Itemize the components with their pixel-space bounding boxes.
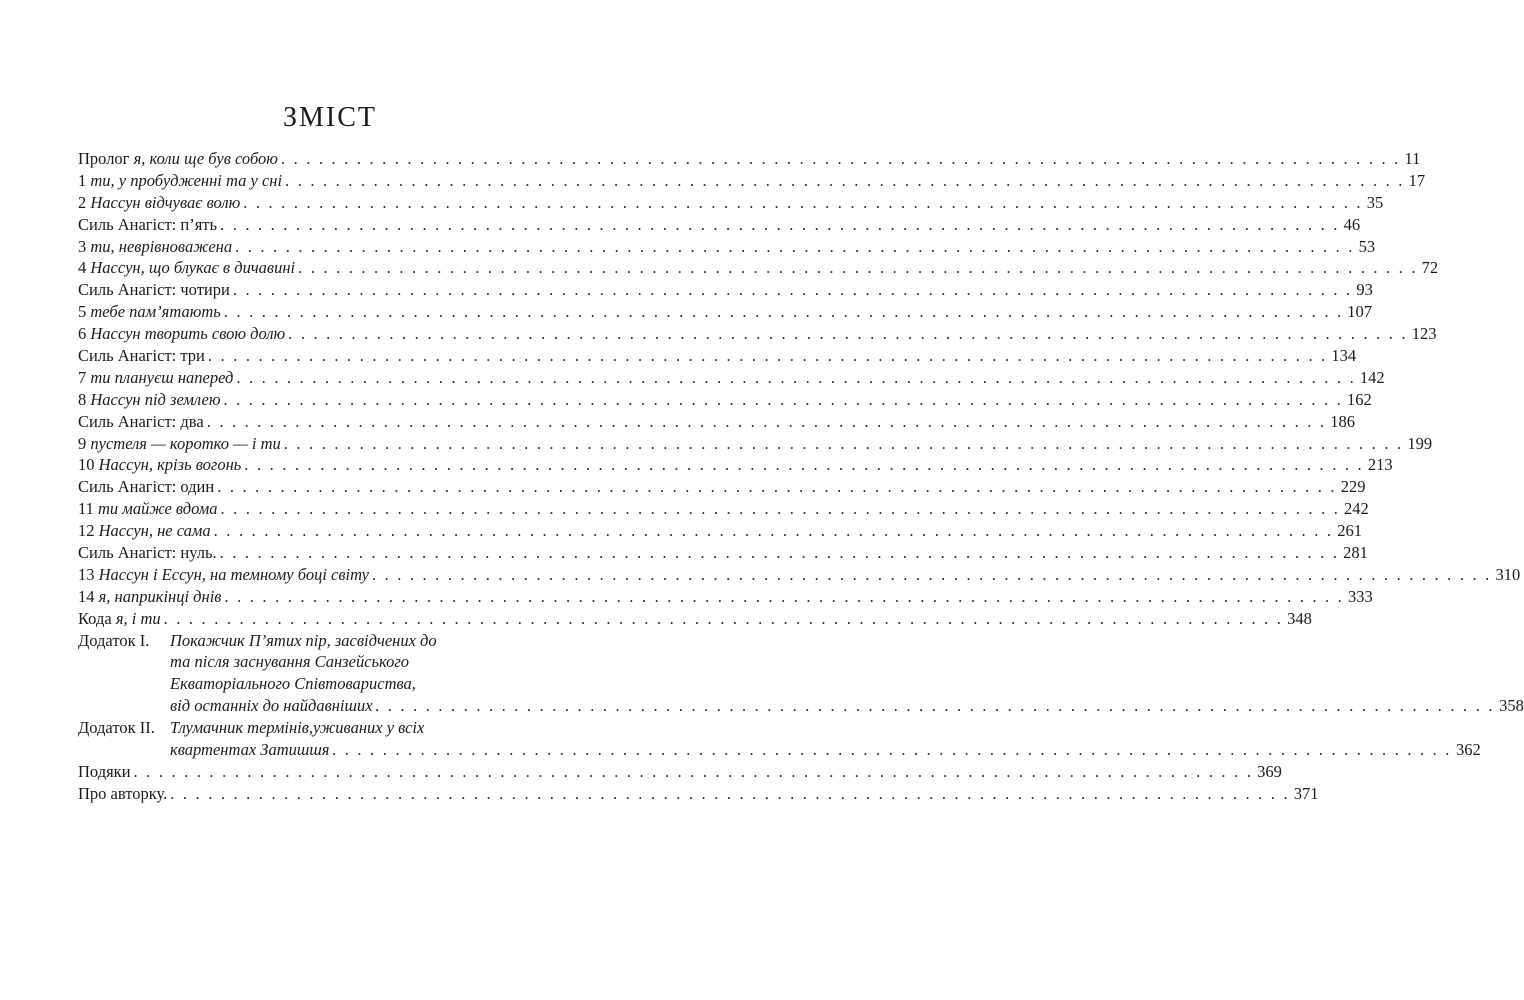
toc-tail-entries: [78, 761, 1319, 805]
toc-entry[interactable]: [78, 520, 1362, 542]
dot-leader: [235, 236, 1355, 258]
dot-leader: [134, 761, 1254, 783]
dot-leader: [332, 739, 1452, 761]
dot-leader: [281, 148, 1401, 170]
dot-leader: [164, 608, 1284, 630]
entry-title: Нассун під землею: [90, 389, 221, 409]
entry-title: Нассун відчуває волю: [90, 192, 241, 212]
page-number: 107: [1347, 302, 1373, 322]
page-number: 333: [1348, 586, 1373, 606]
entry-prefix: 7: [78, 367, 87, 387]
entry-title: ти плануєш наперед: [90, 367, 234, 387]
dot-leader: [224, 301, 1344, 323]
entry-prefix: Силь Анагіст: два: [78, 411, 204, 431]
entry-prefix: 8: [78, 389, 87, 409]
page-number: 358: [1499, 696, 1524, 716]
entry-label: [78, 389, 220, 411]
page-number: 362: [1456, 740, 1481, 760]
entry-label: [78, 586, 221, 608]
entry-prefix: Силь Анагіст: п’ять: [78, 214, 218, 234]
page-number: 53: [1358, 236, 1376, 256]
page-number: 371: [1293, 783, 1319, 803]
toc-entry[interactable]: [78, 279, 1373, 301]
entry-title: Нассун, що блукає в дичавині: [90, 258, 296, 278]
entry-label: [78, 236, 232, 258]
entry-prefix: Пролог: [78, 149, 130, 168]
entry-prefix: Про авторку.: [78, 783, 168, 803]
dot-leader: [221, 498, 1341, 520]
entry-title: ти, неврівноважена: [90, 236, 233, 256]
entry-label: [78, 498, 218, 520]
toc-entry[interactable]: [78, 454, 1393, 476]
toc-entry[interactable]: [78, 476, 1366, 498]
page-number: 17: [1408, 170, 1426, 190]
entry-label: [78, 761, 131, 783]
dot-leader: [233, 279, 1353, 301]
entry-label: [78, 148, 278, 170]
entry-label: [78, 367, 233, 389]
entry-prefix: 4: [78, 258, 87, 278]
toc-entry[interactable]: [78, 301, 1373, 323]
table-of-contents: [78, 148, 1524, 805]
appendix-1-line: та після заснування Санзейського: [170, 652, 410, 672]
entry-title: Нассун, крізь вогонь: [98, 455, 242, 475]
dot-leader: [217, 476, 1337, 498]
dot-leader: [214, 520, 1334, 542]
toc-appendix-1[interactable]: [78, 630, 1524, 718]
entry-label: [78, 608, 161, 630]
entry-label: [78, 454, 241, 476]
toc-entry[interactable]: [78, 542, 1368, 564]
appendix-2-line: квартентах Затишшя: [170, 740, 330, 760]
appendix-2-last-line: [170, 739, 1481, 761]
toc-entry[interactable]: [78, 345, 1357, 367]
toc-entry[interactable]: [78, 608, 1312, 630]
page-number: 162: [1347, 389, 1372, 409]
entry-prefix: 9: [78, 433, 87, 453]
dot-leader: [288, 323, 1408, 345]
entry-title: я, наприкінці днів: [98, 586, 222, 606]
toc-entry[interactable]: [78, 192, 1384, 214]
toc-entry[interactable]: [78, 214, 1361, 236]
page-number: 11: [1404, 149, 1421, 168]
entry-label: [78, 323, 285, 345]
entry-prefix: Силь Анагіст: один: [78, 477, 215, 497]
entry-title: Нассун і Ессун, на темному боці світу: [98, 564, 369, 584]
entry-label: [78, 279, 230, 301]
toc-appendix-2[interactable]: [78, 717, 1481, 761]
page-number: 142: [1359, 367, 1385, 387]
entry-prefix: 11: [78, 499, 94, 519]
entry-title: ти майже вдома: [98, 499, 218, 519]
entry-label: [78, 257, 295, 279]
toc-entry[interactable]: [78, 564, 1521, 586]
entry-label: [78, 345, 205, 367]
appendix-1-line: Екваторіального Співтовариства,: [170, 674, 416, 694]
toc-heading: ЗМІСТ: [282, 102, 378, 133]
dot-leader: [372, 564, 1492, 586]
entry-title: Нассун творить свою долю: [90, 324, 286, 344]
entry-title: я, коли ще був собою: [133, 149, 278, 168]
page-number: 35: [1366, 192, 1384, 212]
entry-prefix: Силь Анагіст: чотири: [78, 280, 230, 300]
page-number: 348: [1287, 608, 1312, 628]
page-number: 369: [1257, 761, 1282, 781]
page-number: 46: [1343, 214, 1361, 234]
dot-leader: [220, 214, 1340, 236]
toc-entry[interactable]: [78, 257, 1439, 279]
entry-prefix: Силь Анагіст: три: [78, 346, 205, 366]
toc-entry[interactable]: [78, 411, 1355, 433]
toc-entry[interactable]: [78, 498, 1369, 520]
entry-prefix: 2: [78, 192, 87, 212]
dot-leader: [208, 345, 1328, 367]
entry-prefix: 5: [78, 302, 87, 322]
dot-leader: [207, 411, 1327, 433]
entry-prefix: Силь Анагіст: нуль.: [78, 543, 217, 563]
appendix-1-last-line: [170, 695, 1524, 717]
page-number: 281: [1343, 543, 1368, 563]
entry-prefix: 3: [78, 236, 87, 256]
toc-entry[interactable]: [78, 323, 1437, 345]
entry-label: [78, 301, 221, 323]
toc-entry[interactable]: [78, 586, 1373, 608]
appendix-1-title: [170, 630, 1524, 718]
entry-label: [78, 411, 204, 433]
entry-label: [78, 170, 282, 192]
dot-leader: [243, 192, 1363, 214]
toc-entry[interactable]: [78, 389, 1372, 411]
page-number: 186: [1330, 411, 1355, 431]
entry-prefix: Подяки: [78, 761, 131, 781]
entry-prefix: 12: [78, 521, 95, 541]
page-number: 93: [1356, 280, 1373, 300]
appendix-2-title: [170, 717, 1481, 761]
dot-leader: [244, 454, 1364, 476]
page-number: 229: [1340, 477, 1366, 497]
page-number: 123: [1411, 324, 1437, 344]
page-number: 261: [1337, 521, 1362, 541]
dot-leader: [298, 257, 1418, 279]
toc-entry[interactable]: [78, 367, 1385, 389]
appendix-2-line: Тлумачник термінів,уживаних у всіх: [170, 718, 425, 738]
dot-leader: [284, 433, 1404, 455]
entry-title: я, і ти: [115, 608, 161, 628]
entry-prefix: 13: [78, 564, 95, 584]
entry-title: Нассун, не сама: [98, 521, 211, 541]
entry-prefix: Кода: [78, 608, 112, 628]
toc-entry[interactable]: [78, 148, 1421, 170]
dot-leader: [285, 170, 1405, 192]
entry-prefix: 14: [78, 586, 95, 606]
toc-entry[interactable]: [78, 236, 1376, 258]
appendix-2-label: Додаток II.: [78, 718, 155, 738]
entry-label: [78, 476, 214, 498]
page-number: 310: [1495, 564, 1521, 584]
entry-label: [78, 192, 240, 214]
page-number: 242: [1344, 499, 1369, 519]
entry-label: [78, 214, 217, 236]
entry-title: тебе пам’ятають: [90, 302, 221, 322]
toc-entry[interactable]: [78, 761, 1282, 783]
entry-label: [78, 520, 211, 542]
entry-label: [78, 542, 217, 564]
toc-entry[interactable]: [78, 170, 1426, 192]
dot-leader: [376, 695, 1496, 717]
entry-title: ти, у пробудженні та у сні: [90, 170, 283, 190]
toc-entries: [78, 148, 1521, 630]
appendix-1-line: від останніх до найдавніших: [170, 696, 373, 716]
entry-label: [78, 433, 281, 455]
appendix-1-label: Додаток I.: [78, 630, 150, 650]
page-number: 213: [1367, 455, 1393, 475]
toc-entry[interactable]: [78, 783, 1319, 805]
dot-leader: [170, 783, 1290, 805]
dot-leader: [236, 367, 1356, 389]
entry-prefix: 10: [78, 455, 95, 475]
appendix-1-line: Покажчик П’ятих пір, засвідчених до: [170, 630, 437, 650]
entry-title: пустеля — коротко — і ти: [90, 433, 281, 453]
page-number: 199: [1407, 433, 1433, 453]
toc-entry[interactable]: [78, 433, 1433, 455]
page-number: 72: [1421, 258, 1439, 278]
dot-leader: [224, 586, 1344, 608]
entry-label: [78, 783, 167, 805]
entry-label: [78, 564, 369, 586]
entry-prefix: 1: [78, 170, 87, 190]
entry-prefix: 6: [78, 324, 87, 344]
page-number: 134: [1331, 346, 1357, 366]
dot-leader: [220, 542, 1340, 564]
dot-leader: [223, 389, 1343, 411]
